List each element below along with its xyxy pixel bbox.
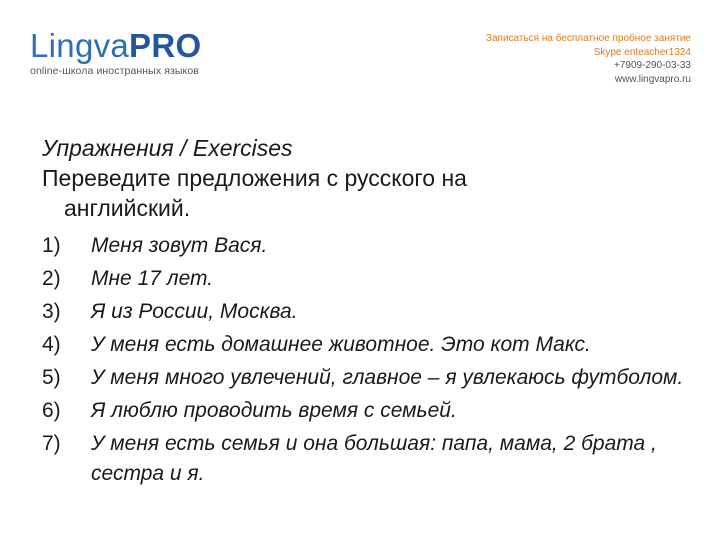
item-number: 4) — [42, 333, 61, 356]
contact-info — [486, 32, 691, 86]
phone-number: +7909-290-03-33 — [613, 60, 691, 71]
item-number: 6) — [42, 399, 61, 422]
item-number: 2) — [42, 267, 61, 290]
logo-wordmark — [30, 28, 201, 64]
list-item — [42, 231, 702, 261]
list-item — [42, 429, 702, 489]
exercise-instructions — [42, 163, 702, 223]
item-number: 1) — [42, 234, 61, 257]
list-item — [42, 264, 702, 294]
instructions-line-1: Переведите предложения с русского на — [42, 165, 467, 191]
logo-subtitle: online-школа иностранных языков — [30, 65, 199, 77]
item-text: Я из России, Москва. — [91, 300, 298, 323]
logo-main-text: Lingva — [30, 27, 130, 64]
list-item — [42, 363, 702, 393]
item-number: 5) — [42, 366, 61, 389]
item-text: Меня зовут Вася. — [91, 234, 268, 257]
item-number: 3) — [42, 300, 61, 323]
page-title: Упражнения / Exercises — [42, 135, 293, 161]
exercise-list — [42, 231, 702, 489]
skype-contact: Skype enteacher1324 — [593, 46, 691, 58]
trial-lesson-link[interactable]: Записаться на бесплатное пробное занятие — [485, 33, 691, 44]
lingvapro-logo — [30, 28, 201, 77]
website-link[interactable]: www.lingvapro.ru — [614, 73, 691, 85]
item-number: 7) — [42, 432, 61, 455]
list-item — [42, 330, 702, 360]
slide-content — [42, 133, 702, 492]
item-text: Мне 17 лет. — [91, 267, 214, 290]
list-item — [42, 297, 702, 327]
list-item — [42, 396, 702, 426]
logo-accent-text: PRO — [129, 27, 202, 64]
instructions-line-2: английский. — [64, 195, 191, 221]
item-text: Я люблю проводить время с семьей. — [91, 399, 457, 422]
item-text: У меня много увлечений, главное – я увлекаюсь футболом. — [91, 366, 684, 389]
item-text: У меня есть семья и она большая: папа, мама, 2 брата , сестра и я. — [91, 432, 657, 485]
item-text: У меня есть домашнее животное. Это кот Макс. — [91, 333, 591, 356]
